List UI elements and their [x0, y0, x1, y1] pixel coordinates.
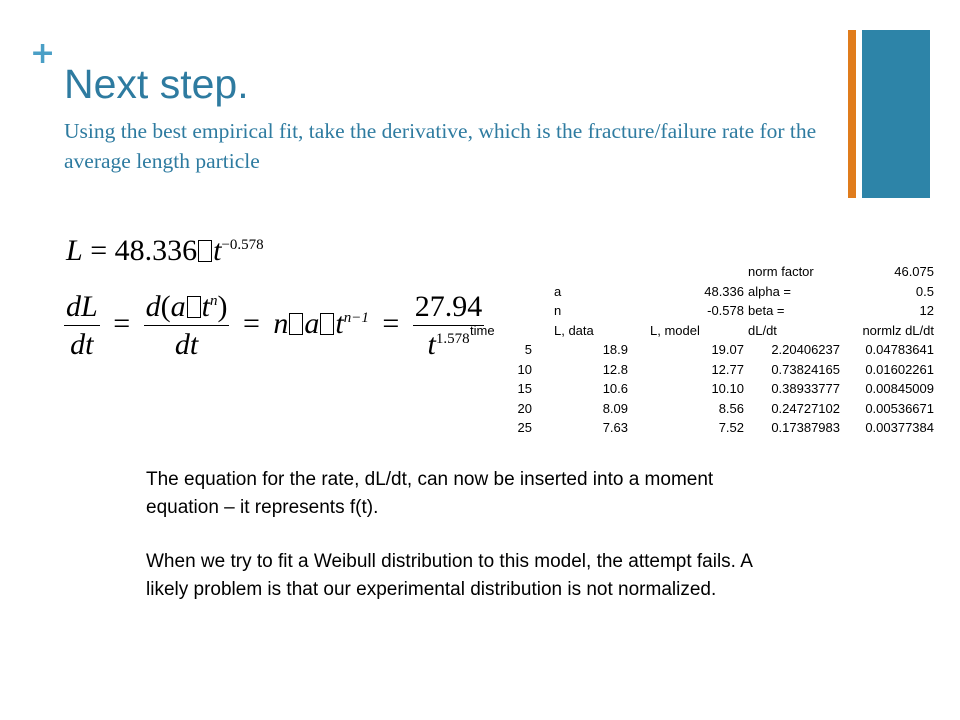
column-header: L, model: [650, 322, 700, 338]
table-cell: 8.09: [602, 400, 628, 416]
eq2-dLdt: $\frac{dL}{dt}$: [66, 290, 98, 361]
table-cell: 25: [517, 420, 532, 436]
equation-derivative: $\frac{dL}{dt}$ = $\frac{d(a t^n)}{dt}$ = n a $t^{n-1}$ = $\frac{27.94}{t^{1.578}}$: [66, 290, 483, 361]
table-row: [470, 340, 934, 360]
table-cell: 0.73824165: [771, 361, 840, 377]
table-cell: 0.00536671: [865, 400, 934, 416]
eq1-equals: =: [90, 234, 108, 267]
table-cell: 18.9: [602, 342, 628, 358]
table-cell: 0.04783641: [865, 342, 934, 358]
table-cell: 8.56: [718, 400, 744, 416]
eq1-coefficient: 48.336: [114, 234, 198, 267]
table-cell: 10.10: [711, 381, 744, 397]
table-cell: 0.17387983: [771, 420, 840, 436]
table-cell: 0.24727102: [771, 400, 840, 416]
paragraph-rate: The equation for the rate, dL/dt, can now be inserted into a moment equation – it represents f(t).: [146, 469, 714, 518]
data-table: [470, 262, 934, 438]
table-cell: 7.63: [602, 420, 628, 436]
table-cell: 10.6: [602, 381, 628, 397]
table-cell: 10: [517, 361, 532, 377]
table-cell: 0.01602261: [865, 361, 934, 377]
param-label: alpha =: [748, 283, 792, 299]
eq1-lhs: L: [66, 234, 83, 267]
slide-title: Next step.: [64, 61, 249, 107]
slide-subtitle: Using the best empirical fit, take the derivative, which is the fracture/failure rate for the average length particle: [64, 119, 817, 173]
table-row: [470, 379, 934, 399]
param-label: norm factor: [748, 264, 814, 280]
eq2-product: n a $t^{n-1}$: [273, 306, 369, 340]
table-header-row: [470, 321, 934, 341]
param-value: -0.578: [707, 303, 744, 319]
column-header: dL/dt: [748, 322, 777, 338]
table-cell: 5: [524, 342, 532, 358]
param-label: n: [554, 303, 562, 319]
plus-icon: +: [30, 36, 56, 71]
param-value: 48.336: [704, 283, 744, 299]
missing-glyph-box: [198, 240, 212, 262]
param-value: 0.5: [915, 283, 934, 299]
eq1-var: t: [213, 234, 222, 267]
table-row: [470, 360, 934, 380]
equation-power-law: [66, 234, 264, 268]
column-header: time: [470, 322, 495, 338]
table-row: [470, 282, 934, 302]
param-label: beta =: [748, 303, 785, 319]
eq2-result: $\frac{27.94}{t^{1.578}}$: [414, 290, 483, 361]
table-row: [470, 418, 934, 438]
table-cell: 0.00377384: [865, 420, 934, 436]
eq2-d-at-n: $\frac{d(a t^n)}{dt}$: [145, 290, 228, 361]
param-value: 12: [919, 303, 934, 319]
body-text: [146, 466, 766, 630]
param-label: a: [554, 283, 562, 299]
paragraph-weibull: When we try to fit a Weibull distribution to this model, the attempt fails. A likely problem is that our experimental distribution is not normalized.: [146, 551, 752, 600]
accent-bar-blue: [862, 30, 930, 198]
table-row: [470, 399, 934, 419]
table-cell: 15: [517, 381, 532, 397]
table-row: [470, 301, 934, 321]
table-cell: 2.20406237: [771, 342, 840, 358]
table-cell: 20: [517, 400, 532, 416]
table-cell: 12.8: [602, 361, 628, 377]
table-cell: 0.00845009: [865, 381, 934, 397]
table-cell: 12.77: [711, 361, 744, 377]
table-row: [470, 262, 934, 282]
eq1-exponent: −0.578: [221, 237, 264, 253]
column-header: normlz dL/dt: [862, 322, 934, 338]
param-value: 46.075: [894, 264, 934, 280]
table-cell: 7.52: [718, 420, 744, 436]
table-cell: 19.07: [711, 342, 744, 358]
table-cell: 0.38933777: [771, 381, 840, 397]
column-header: L, data: [554, 322, 594, 338]
accent-bar-orange: [848, 30, 856, 198]
